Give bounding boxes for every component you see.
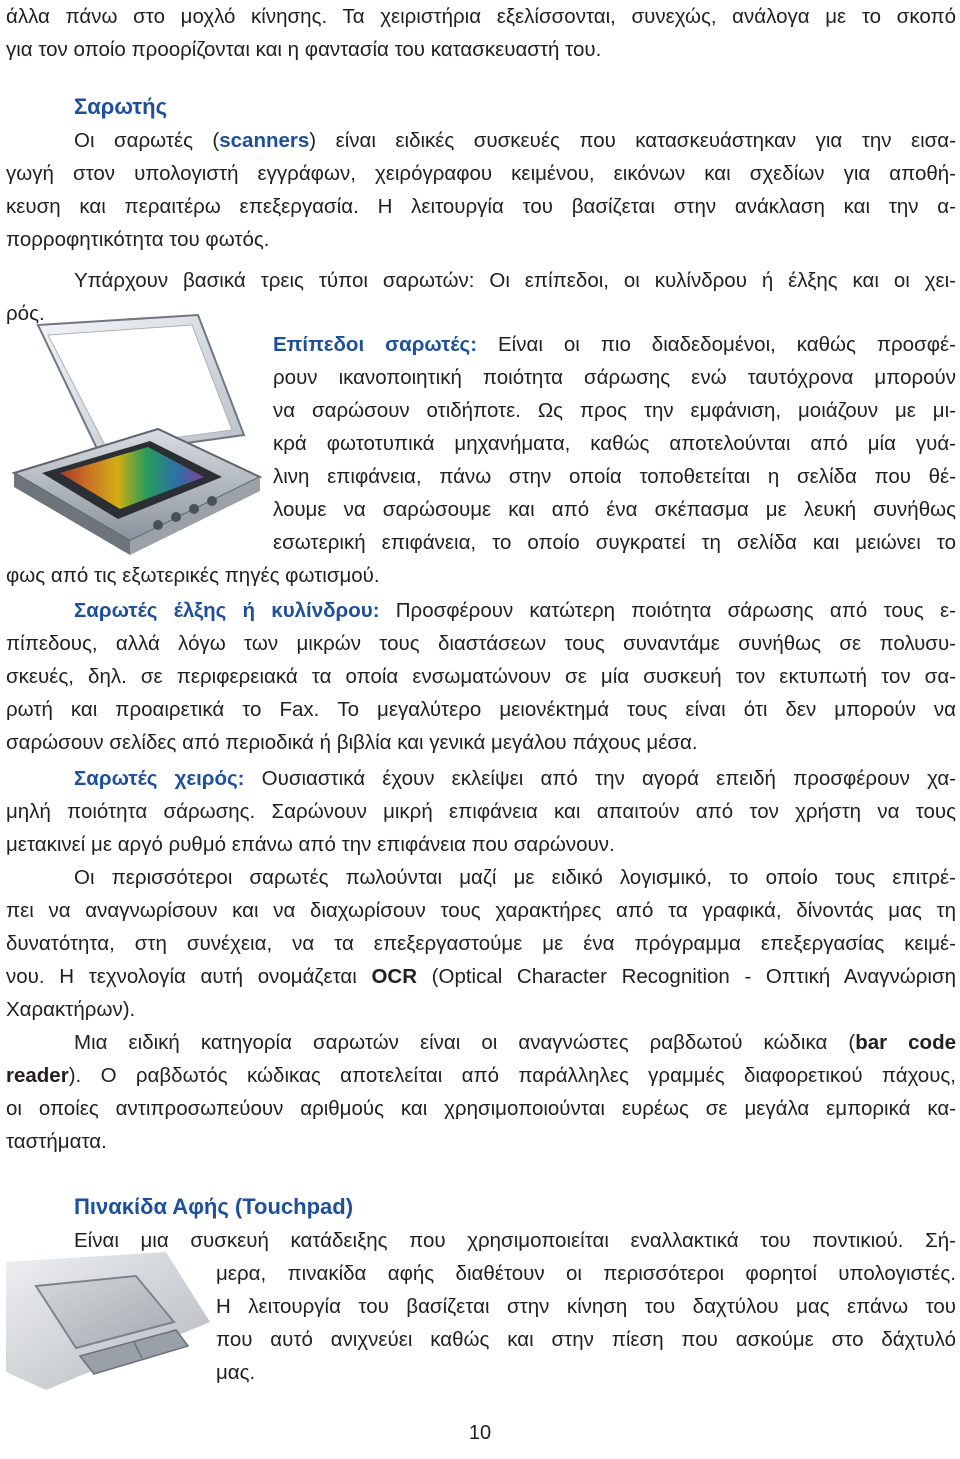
ocr-term: OCR	[371, 965, 418, 988]
flatbed-line-8: φως από τις εξωτερικές πηγές φωτισμού.	[6, 564, 380, 587]
ocr-line-2: πει να αναγνωρίσουν και να διαχωρίσουν τους χαρακτήρες από τα γραφικά, δίνοντάς μας τη	[6, 899, 956, 922]
touchpad-line-4: που αυτό ανιχνεύει καθώς και στην πίεση που ασκούμε στο δάχτυλό	[216, 1328, 956, 1351]
flatbed-line-3: να σαρώσουν οτιδήποτε. Ως προς την εμφάνιση, μοιάζουν με μι-	[273, 399, 956, 422]
scanner-p1-line-3: κευση και περαιτέρω επεξεργασία. Η λειτουργία του βασίζεται στην ανάκλαση και την α-	[6, 195, 956, 218]
reader-term: reader	[6, 1064, 69, 1087]
scanner-p1-line-4: πορροφητικότητα του φωτός.	[6, 228, 270, 251]
touchpad-line-5: μας.	[216, 1361, 256, 1384]
touchpad-heading: Πινακίδα Αφής (Touchpad)	[74, 1194, 354, 1219]
sheetfed-line-3: σκευές, δηλ. σε περιφερειακά τα οποία ενσωματώνουν σε μία συσκευή τον εκτυπωτή τον σα-	[6, 665, 956, 688]
scanner-p2-line-1: Υπάρχουν βασικά τρεις τύποι σαρωτών: Οι επίπεδοι, οι κυλίνδρου ή έλξης και οι χει-	[74, 269, 956, 292]
intro-line-2: για τον οποίο προορίζονται και η φαντασία του κατασκευαστή του.	[6, 38, 602, 61]
page-number: 10	[468, 1422, 492, 1444]
flatbed-scanner-image	[8, 305, 266, 567]
ocr-line-3: δυνατότητα, στη συνέχεια, να τα επεξεργαστούμε με ένα πρόγραμμα επεξεργασίας κειμέ-	[6, 932, 956, 955]
touchpad-image	[6, 1252, 210, 1390]
flatbed-line-2: ρουν ικανοποιητική ποιότητα σάρωσης ενώ ταυτόχρονα μπορούν	[273, 366, 956, 389]
flatbed-line-7: εσωτερική επιφάνεια, το οποίο συγκρατεί τη σελίδα και μειώνει το	[273, 531, 956, 554]
touchpad-line-2: μερα, πινακίδα αφής διαθέτουν οι περισσότεροι φορητοί υπολογιστές.	[216, 1262, 956, 1285]
barcode-line-3: οι οποίες αντιπροσωπεύουν αριθμούς και χρησιμοποιούνται ευρέως σε μεγάλα εμπορικά κα-	[6, 1097, 956, 1120]
barcode-line-4: ταστήματα.	[6, 1130, 107, 1153]
scanners-term: scanners	[219, 129, 310, 152]
sheetfed-line-1: Σαρωτές έλξης ή κυλίνδρου: Προσφέρουν κατώτερη ποιότητα σάρωσης από τους ε-	[74, 599, 956, 622]
ocr-line-5: Χαρακτήρων).	[6, 998, 136, 1021]
scanner-p1-line-1: Οι σαρωτές (scanners) είναι ειδικές συσκευές που κατασκευάστηκαν για την εισα-	[74, 129, 956, 152]
ocr-line-1: Οι περισσότεροι σαρωτές πωλούνται μαζί με ειδικό λογισμικό, το οποίο τους επιτρέ-	[74, 866, 956, 889]
handheld-line-3: μετακινεί με αργό ρυθμό επάνω από την επιφάνεια που σαρώνουν.	[6, 833, 615, 856]
flatbed-line-4: κρά φωτοτυπικά μηχανήματα, καθώς αποτελούνται από μία γυά-	[273, 432, 956, 455]
scanner-heading: Σαρωτής	[74, 94, 168, 119]
ocr-line-4: νου. Η τεχνολογία αυτή ονομάζεται OCR (Optical Character Recognition - Οπτική Αναγνώριση	[6, 965, 957, 988]
scanner-p2-line-2: ρός.	[6, 302, 45, 325]
handheld-line-2: μηλή ποιότητα σάρωσης. Σαρώνουν μικρή επιφάνεια και απαιτούν από τον χρήστη να τους	[6, 800, 956, 823]
barcode-line-2: reader). Ο ραβδωτός κώδικας αποτελείται από παράλληλες γραμμές διαφορετικού πάχους,	[6, 1064, 956, 1087]
sheetfed-scanners-term: Σαρωτές έλξης ή κυλίνδρου:	[74, 599, 380, 622]
barcode-line-1: Μια ειδική κατηγορία σαρωτών είναι οι αναγνώστες ραβδωτού κώδικα (bar code	[74, 1031, 956, 1054]
sheetfed-line-2: πίπεδους, αλλά λόγω των μικρών τους διαστάσεων τους συναντάμε συνήθως σε πολυσυ-	[6, 632, 956, 655]
flatbed-line-5: λινη επιφάνεια, πάνω στην οποία τοποθετείται η σελίδα που θέ-	[273, 465, 956, 488]
barcode-term: bar code	[855, 1031, 956, 1054]
flatbed-scanners-term: Επίπεδοι σαρωτές:	[273, 333, 478, 356]
sheetfed-line-4: ρωτή και προαιρετικά το Fax. Το μεγαλύτερο μειονέκτημά τους είναι ότι δεν μπορούν να	[6, 698, 956, 721]
handheld-scanners-term: Σαρωτές χειρός:	[74, 767, 245, 790]
handheld-line-1: Σαρωτές χειρός: Ουσιαστικά έχουν εκλείψει από την αγορά επειδή προσφέρουν χα-	[74, 767, 956, 790]
scanner-p1-line-2: γωγή στον υπολογιστή εγγράφων, χειρόγραφου κειμένου, εικόνων και σχεδίων για αποθή-	[6, 162, 956, 185]
sheetfed-line-5: σαρώσουν σελίδες από περιοδικά ή βιβλία και γενικά μεγάλου πάχους μέσα.	[6, 731, 698, 754]
flatbed-line-6: λουμε να σαρώσουμε και από ένα σκέπασμα με λευκή συνήθως	[273, 498, 956, 521]
touchpad-line-3: Η λειτουργία του βασίζεται στην κίνηση του δαχτύλου μας επάνω του	[216, 1295, 956, 1318]
touchpad-line-1: Είναι μια συσκευή κατάδειξης που χρησιμοποιείται εναλλακτικά του ποντικιού. Σή-	[74, 1229, 956, 1252]
flatbed-line-1: Επίπεδοι σαρωτές: Είναι οι πιο διαδεδομένοι, καθώς προσφέ-	[273, 333, 956, 356]
intro-line-1: άλλα πάνω στο μοχλό κίνησης. Τα χειριστήρια εξελίσσονται, συνεχώς, ανάλογα με το σκοπό	[6, 5, 956, 28]
